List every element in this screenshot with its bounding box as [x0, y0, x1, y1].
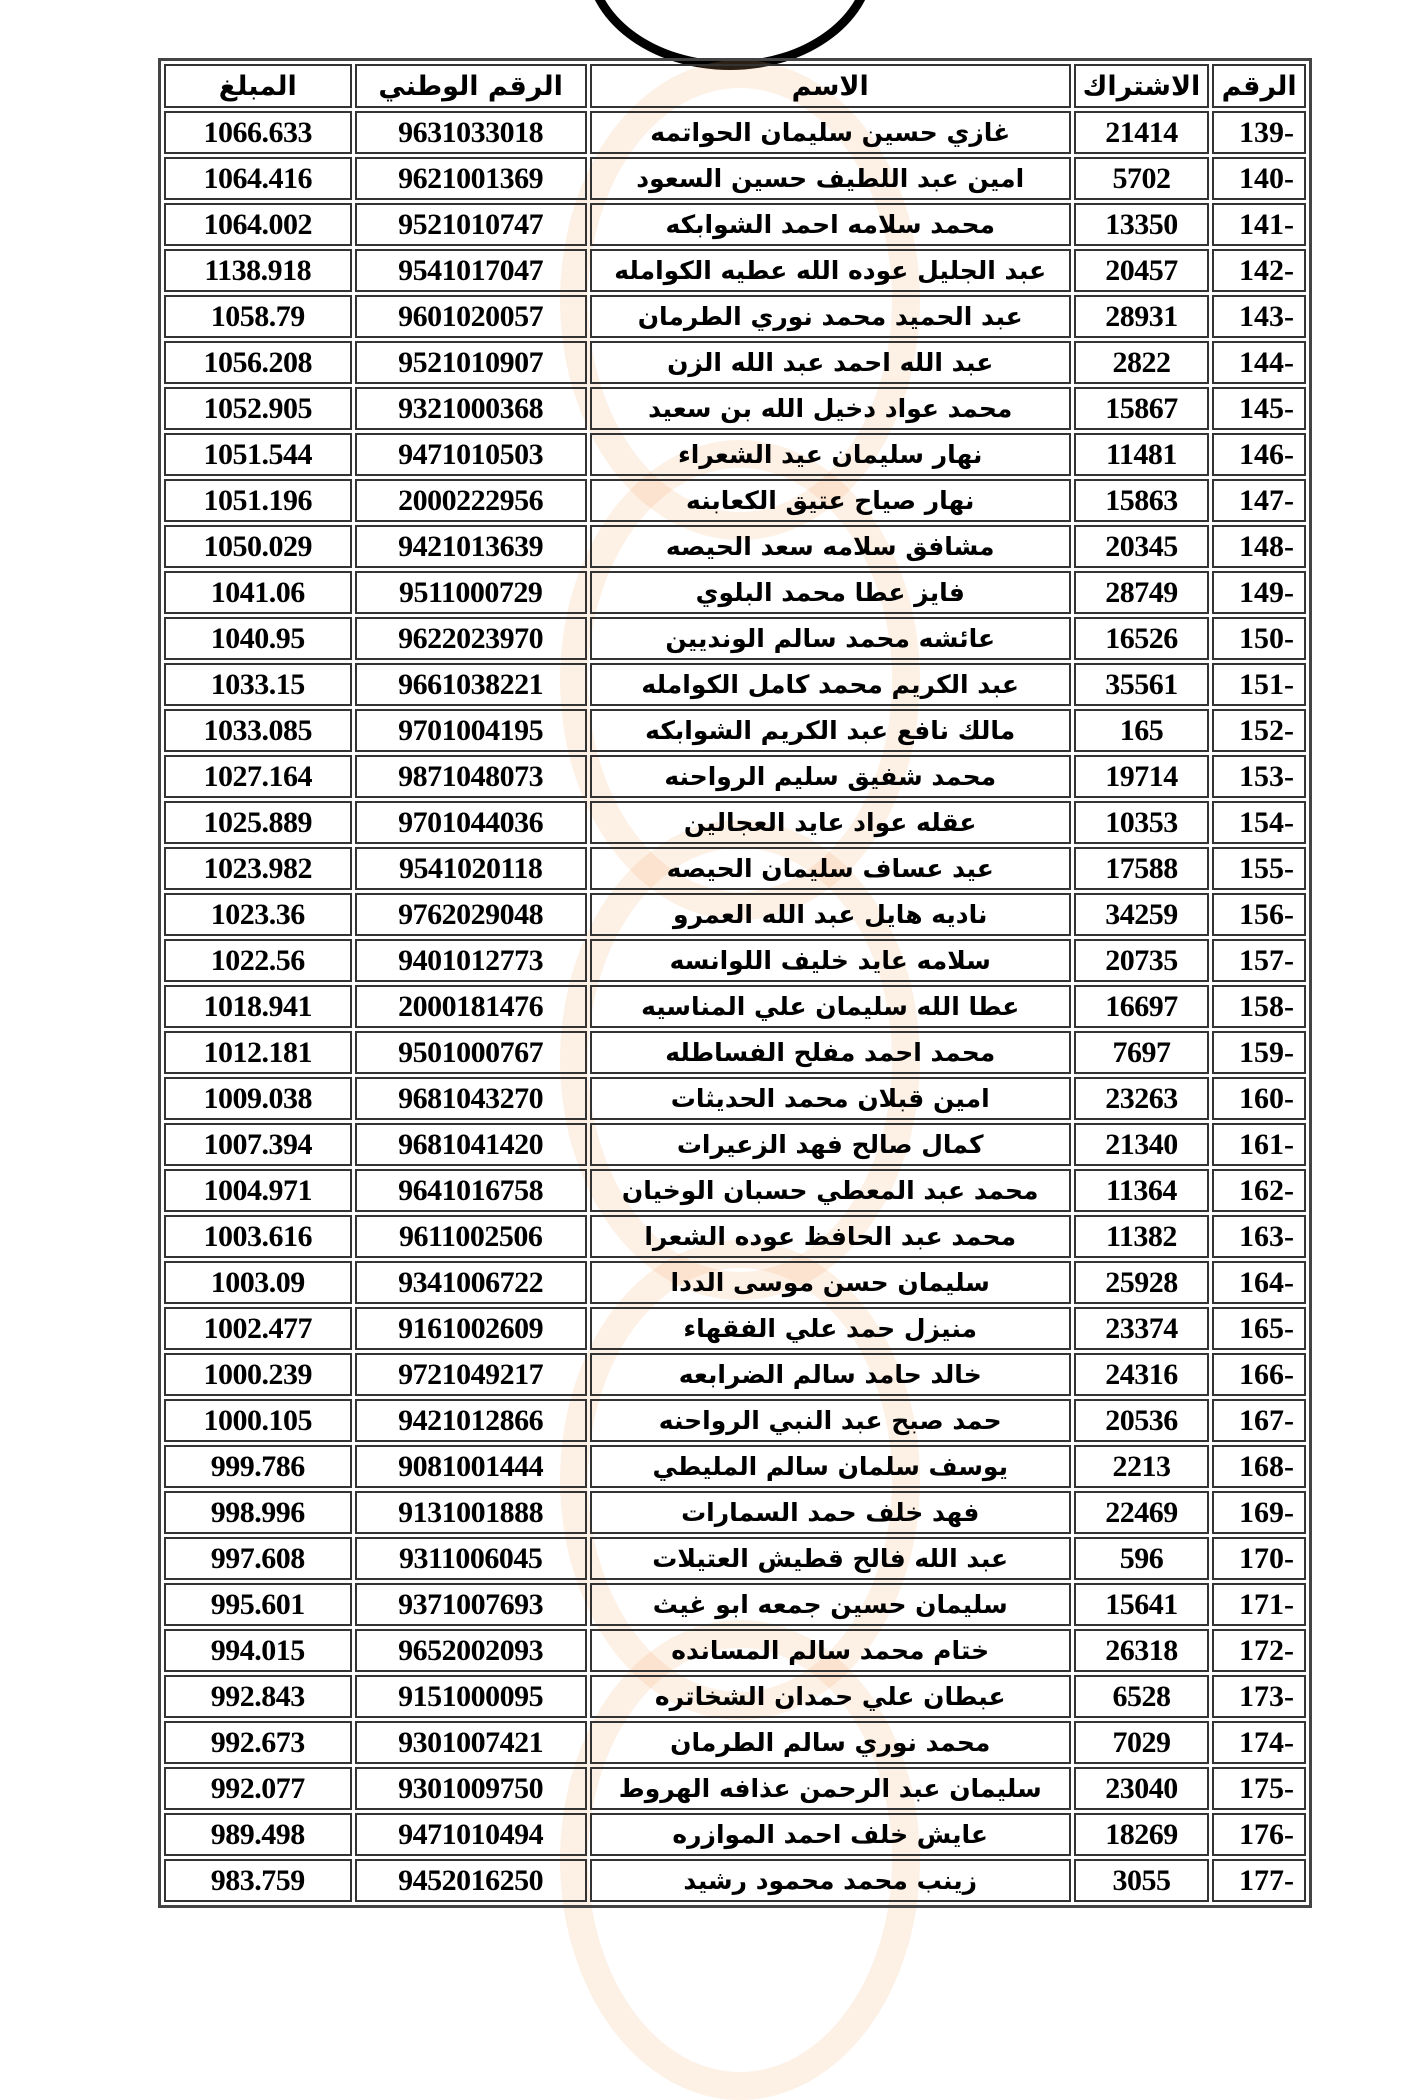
row-index: -140: [1212, 157, 1306, 200]
national-id: 9621001369: [355, 157, 587, 200]
row-index: -151: [1212, 663, 1306, 706]
row-index: -168: [1212, 1445, 1306, 1488]
subscription-number: 20735: [1074, 939, 1210, 982]
subscription-number: 34259: [1074, 893, 1210, 936]
national-id: 9161002609: [355, 1307, 587, 1350]
row-index: -153: [1212, 755, 1306, 798]
row-index: -144: [1212, 341, 1306, 384]
table-row: [164, 663, 1306, 706]
subscription-number: 3055: [1074, 1859, 1210, 1902]
table-row: [164, 479, 1306, 522]
amount: 1007.394: [164, 1123, 352, 1166]
person-name: عقله عواد عايد العجالين: [590, 801, 1071, 844]
subscription-number: 15863: [1074, 479, 1210, 522]
person-name: محمد عبد المعطي حسبان الوخيان: [590, 1169, 1071, 1212]
person-name: غازي حسين سليمان الحواتمه: [590, 111, 1071, 154]
national-id: 9421012866: [355, 1399, 587, 1442]
person-name: عبطان علي حمدان الشخاتره: [590, 1675, 1071, 1718]
subscription-number: 2822: [1074, 341, 1210, 384]
person-name: منيزل حمد علي الفقهاء: [590, 1307, 1071, 1350]
person-name: عائشه محمد سالم الونديين: [590, 617, 1071, 660]
table-row: [164, 249, 1306, 292]
row-index: -173: [1212, 1675, 1306, 1718]
subscription-number: 21340: [1074, 1123, 1210, 1166]
table-row: [164, 387, 1306, 430]
subscription-number: 11481: [1074, 433, 1210, 476]
national-id: 9611002506: [355, 1215, 587, 1258]
national-id: 9151000095: [355, 1675, 587, 1718]
amount: 995.601: [164, 1583, 352, 1626]
national-id: 9681041420: [355, 1123, 587, 1166]
subscription-number: 22469: [1074, 1491, 1210, 1534]
person-name: امين عبد اللطيف حسين السعود: [590, 157, 1071, 200]
subscription-number: 20345: [1074, 525, 1210, 568]
table-row: [164, 1629, 1306, 1672]
person-name: عبد الله احمد عبد الله الزن: [590, 341, 1071, 384]
table-row: [164, 1307, 1306, 1350]
subscription-number: 11382: [1074, 1215, 1210, 1258]
table-row: [164, 1859, 1306, 1902]
subscription-number: 2213: [1074, 1445, 1210, 1488]
amount: 1052.905: [164, 387, 352, 430]
row-index: -177: [1212, 1859, 1306, 1902]
row-index: -146: [1212, 433, 1306, 476]
subscription-number: 20536: [1074, 1399, 1210, 1442]
table-row: [164, 1077, 1306, 1120]
subscription-number: 16526: [1074, 617, 1210, 660]
subscription-number: 6528: [1074, 1675, 1210, 1718]
subscription-number: 7697: [1074, 1031, 1210, 1074]
subscription-number: 11364: [1074, 1169, 1210, 1212]
person-name: عبد الحميد محمد نوري الطرمان: [590, 295, 1071, 338]
table-row: [164, 203, 1306, 246]
subscription-number: 23263: [1074, 1077, 1210, 1120]
row-index: -167: [1212, 1399, 1306, 1442]
national-id: 9631033018: [355, 111, 587, 154]
table-row: [164, 1215, 1306, 1258]
amount: 1025.889: [164, 801, 352, 844]
person-name: مالك نافع عبد الكريم الشوابكه: [590, 709, 1071, 752]
person-name: كمال صالح فهد الزعيرات: [590, 1123, 1071, 1166]
header-national-id: الرقم الوطني: [355, 64, 587, 108]
person-name: نهار صياح عتيق الكعابنه: [590, 479, 1071, 522]
national-id: 2000222956: [355, 479, 587, 522]
amount: 1002.477: [164, 1307, 352, 1350]
national-id: 9471010503: [355, 433, 587, 476]
person-name: مشافق سلامه سعد الحيصه: [590, 525, 1071, 568]
person-name: يوسف سلمان سالم المليطي: [590, 1445, 1071, 1488]
row-index: -160: [1212, 1077, 1306, 1120]
national-id: 9301007421: [355, 1721, 587, 1764]
person-name: حمد صبح عبد النبي الرواحنه: [590, 1399, 1071, 1442]
row-index: -169: [1212, 1491, 1306, 1534]
amount: 1051.196: [164, 479, 352, 522]
amount: 1051.544: [164, 433, 352, 476]
subscription-number: 165: [1074, 709, 1210, 752]
subscription-number: 15867: [1074, 387, 1210, 430]
national-id: 9652002093: [355, 1629, 587, 1672]
national-id: 9521010747: [355, 203, 587, 246]
national-id: 9701004195: [355, 709, 587, 752]
national-id: 9661038221: [355, 663, 587, 706]
amount: 1003.09: [164, 1261, 352, 1304]
amount: 1023.36: [164, 893, 352, 936]
table-row: [164, 1169, 1306, 1212]
row-index: -161: [1212, 1123, 1306, 1166]
amount: 1012.181: [164, 1031, 352, 1074]
amount: 1018.941: [164, 985, 352, 1028]
row-index: -152: [1212, 709, 1306, 752]
national-id: 9401012773: [355, 939, 587, 982]
national-id: 9321000368: [355, 387, 587, 430]
subscription-number: 596: [1074, 1537, 1210, 1580]
amount: 1066.633: [164, 111, 352, 154]
subscription-number: 5702: [1074, 157, 1210, 200]
national-id: 9701044036: [355, 801, 587, 844]
national-id: 9762029048: [355, 893, 587, 936]
national-id: 9521010907: [355, 341, 587, 384]
person-name: محمد سلامه احمد الشوابكه: [590, 203, 1071, 246]
row-index: -145: [1212, 387, 1306, 430]
subscription-number: 28749: [1074, 571, 1210, 614]
amount: 1023.982: [164, 847, 352, 890]
subscription-number: 24316: [1074, 1353, 1210, 1396]
table-row: [164, 1353, 1306, 1396]
row-index: -162: [1212, 1169, 1306, 1212]
amount: 983.759: [164, 1859, 352, 1902]
row-index: -148: [1212, 525, 1306, 568]
table-row: [164, 1767, 1306, 1810]
row-index: -176: [1212, 1813, 1306, 1856]
person-name: محمد نوري سالم الطرمان: [590, 1721, 1071, 1764]
amount: 1033.085: [164, 709, 352, 752]
subscription-number: 18269: [1074, 1813, 1210, 1856]
table-row: [164, 111, 1306, 154]
row-index: -166: [1212, 1353, 1306, 1396]
subscription-number: 13350: [1074, 203, 1210, 246]
amount: 1056.208: [164, 341, 352, 384]
amount: 1040.95: [164, 617, 352, 660]
national-id: 9421013639: [355, 525, 587, 568]
table-row: [164, 1445, 1306, 1488]
table-row: [164, 939, 1306, 982]
person-name: سليمان حسن موسى الددا: [590, 1261, 1071, 1304]
amount: 992.077: [164, 1767, 352, 1810]
person-name: سليمان عبد الرحمن عذافه الهروط: [590, 1767, 1071, 1810]
row-index: -139: [1212, 111, 1306, 154]
national-id: 9371007693: [355, 1583, 587, 1626]
person-name: عايش خلف احمد الموازره: [590, 1813, 1071, 1856]
national-id: 9541017047: [355, 249, 587, 292]
national-id: 9622023970: [355, 617, 587, 660]
person-name: عبد الله فالح قطيش العتيلات: [590, 1537, 1071, 1580]
header-name: الاسم: [590, 64, 1071, 108]
person-name: عبد الجليل عوده الله عطيه الكوامله: [590, 249, 1071, 292]
person-name: ناديه هايل عبد الله العمرو: [590, 893, 1071, 936]
subscription-number: 10353: [1074, 801, 1210, 844]
table-row: [164, 985, 1306, 1028]
table-row: [164, 341, 1306, 384]
amount: 1064.002: [164, 203, 352, 246]
subscription-number: 26318: [1074, 1629, 1210, 1672]
row-index: -171: [1212, 1583, 1306, 1626]
row-index: -174: [1212, 1721, 1306, 1764]
table-row: [164, 1721, 1306, 1764]
subscription-number: 25928: [1074, 1261, 1210, 1304]
row-index: -147: [1212, 479, 1306, 522]
subscription-number: 15641: [1074, 1583, 1210, 1626]
person-name: عطا الله سليمان علي المناسيه: [590, 985, 1071, 1028]
national-id: 9081001444: [355, 1445, 587, 1488]
subscription-number: 35561: [1074, 663, 1210, 706]
row-index: -158: [1212, 985, 1306, 1028]
national-id: 9341006722: [355, 1261, 587, 1304]
subscription-number: 17588: [1074, 847, 1210, 890]
table-row: [164, 755, 1306, 798]
table-row: [164, 847, 1306, 890]
subscription-number: 20457: [1074, 249, 1210, 292]
row-index: -156: [1212, 893, 1306, 936]
national-id: 9311006045: [355, 1537, 587, 1580]
amount: 1027.164: [164, 755, 352, 798]
amount: 997.608: [164, 1537, 352, 1580]
row-index: -143: [1212, 295, 1306, 338]
row-index: -157: [1212, 939, 1306, 982]
row-index: -165: [1212, 1307, 1306, 1350]
row-index: -175: [1212, 1767, 1306, 1810]
table-row: [164, 295, 1306, 338]
national-id: 9601020057: [355, 295, 587, 338]
person-name: عيد عساف سليمان الحيصه: [590, 847, 1071, 890]
table-row: [164, 801, 1306, 844]
subscription-number: 16697: [1074, 985, 1210, 1028]
row-index: -164: [1212, 1261, 1306, 1304]
amount: 992.843: [164, 1675, 352, 1718]
beneficiaries-table: [158, 58, 1312, 1908]
amount: 1138.918: [164, 249, 352, 292]
table-row: [164, 1123, 1306, 1166]
national-id: 2000181476: [355, 985, 587, 1028]
table-row: [164, 709, 1306, 752]
person-name: سليمان حسين جمعه ابو غيث: [590, 1583, 1071, 1626]
national-id: 9471010494: [355, 1813, 587, 1856]
person-name: خالد حامد سالم الضرابعه: [590, 1353, 1071, 1396]
table-row: [164, 157, 1306, 200]
person-name: امين قبلان محمد الحديثات: [590, 1077, 1071, 1120]
amount: 1058.79: [164, 295, 352, 338]
table-row: [164, 893, 1306, 936]
row-index: -154: [1212, 801, 1306, 844]
table-row: [164, 571, 1306, 614]
person-name: محمد عبد الحافظ عوده الشعرا: [590, 1215, 1071, 1258]
amount: 1000.105: [164, 1399, 352, 1442]
header-subscription: الاشتراك: [1074, 64, 1210, 108]
row-index: -163: [1212, 1215, 1306, 1258]
amount: 1050.029: [164, 525, 352, 568]
national-id: 9452016250: [355, 1859, 587, 1902]
table-row: [164, 1261, 1306, 1304]
subscription-number: 28931: [1074, 295, 1210, 338]
subscription-number: 21414: [1074, 111, 1210, 154]
row-index: -159: [1212, 1031, 1306, 1074]
person-name: فهد خلف حمد السمارات: [590, 1491, 1071, 1534]
table-row: [164, 1399, 1306, 1442]
subscription-number: 23040: [1074, 1767, 1210, 1810]
row-index: -155: [1212, 847, 1306, 890]
subscription-number: 23374: [1074, 1307, 1210, 1350]
national-id: 9301009750: [355, 1767, 587, 1810]
amount: 998.996: [164, 1491, 352, 1534]
amount: 1064.416: [164, 157, 352, 200]
subscription-number: 19714: [1074, 755, 1210, 798]
row-index: -170: [1212, 1537, 1306, 1580]
person-name: فايز عطا محمد البلوي: [590, 571, 1071, 614]
person-name: عبد الكريم محمد كامل الكوامله: [590, 663, 1071, 706]
table-row: [164, 525, 1306, 568]
person-name: محمد عواد دخيل الله بن سعيد: [590, 387, 1071, 430]
table-header-row: [164, 64, 1306, 108]
amount: 994.015: [164, 1629, 352, 1672]
person-name: محمد شفيق سليم الرواحنه: [590, 755, 1071, 798]
header-amount: المبلغ: [164, 64, 352, 108]
row-index: -150: [1212, 617, 1306, 660]
row-index: -141: [1212, 203, 1306, 246]
table-row: [164, 1537, 1306, 1580]
table-row: [164, 1491, 1306, 1534]
amount: 1003.616: [164, 1215, 352, 1258]
amount: 1033.15: [164, 663, 352, 706]
row-index: -172: [1212, 1629, 1306, 1672]
national-id: 9131001888: [355, 1491, 587, 1534]
table-row: [164, 1583, 1306, 1626]
amount: 1041.06: [164, 571, 352, 614]
table-row: [164, 433, 1306, 476]
person-name: ختام محمد سالم المسانده: [590, 1629, 1071, 1672]
national-id: 9871048073: [355, 755, 587, 798]
row-index: -149: [1212, 571, 1306, 614]
table-row: [164, 1813, 1306, 1856]
table-row: [164, 617, 1306, 660]
header-index: الرقم: [1212, 64, 1306, 108]
amount: 989.498: [164, 1813, 352, 1856]
national-id: 9641016758: [355, 1169, 587, 1212]
table-row: [164, 1675, 1306, 1718]
national-id: 9681043270: [355, 1077, 587, 1120]
national-id: 9721049217: [355, 1353, 587, 1396]
amount: 1022.56: [164, 939, 352, 982]
amount: 1009.038: [164, 1077, 352, 1120]
person-name: محمد احمد مفلح الفساطله: [590, 1031, 1071, 1074]
subscription-number: 7029: [1074, 1721, 1210, 1764]
row-index: -142: [1212, 249, 1306, 292]
national-id: 9501000767: [355, 1031, 587, 1074]
amount: 999.786: [164, 1445, 352, 1488]
person-name: سلامه عايد خليف اللوانسه: [590, 939, 1071, 982]
person-name: نهار سليمان عيد الشعراء: [590, 433, 1071, 476]
table-row: [164, 1031, 1306, 1074]
amount: 1004.971: [164, 1169, 352, 1212]
amount: 1000.239: [164, 1353, 352, 1396]
amount: 992.673: [164, 1721, 352, 1764]
national-id: 9511000729: [355, 571, 587, 614]
person-name: زينب محمد محمود رشيد: [590, 1859, 1071, 1902]
national-id: 9541020118: [355, 847, 587, 890]
